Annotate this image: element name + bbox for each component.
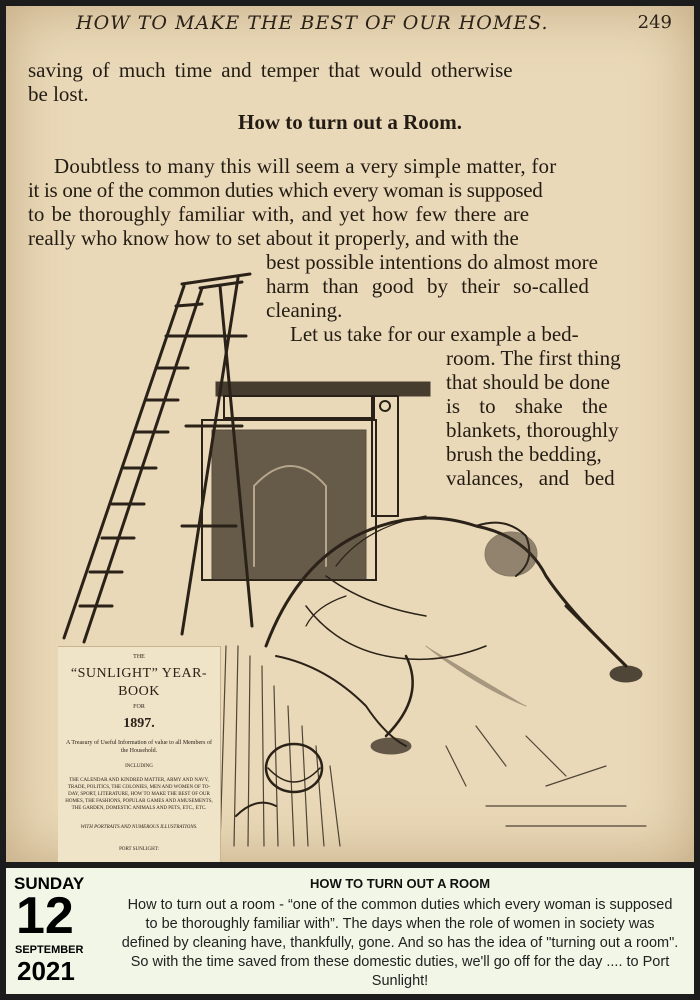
year: 2021 (17, 956, 75, 986)
text-line: is to shake the (446, 394, 608, 418)
section-heading: How to turn out a Room. (238, 110, 462, 134)
day-name: SUNDAY (14, 874, 85, 893)
text-line: room. The first thing (446, 346, 621, 370)
caption-body: How to turn out a room - “one of the common duties which every woman is supposed to be thoroughly familiar with”. The days when the role of women in society was defined by cleaning have, thankfully, gone. And so has the idea of "turning out a room". So with the time saved from these domestic duties, we'll go off for the day .... to Port Sunlight! (121, 897, 679, 989)
inset-portraits: WITH PORTRAITS AND NUMEROUS ILLUSTRATIONS. (80, 825, 198, 830)
yearbook-title-page (58, 646, 221, 862)
inset-treasury: A Treasury of Useful Information of value to all Members of the Household. (66, 740, 212, 754)
calendar-caption (6, 868, 694, 994)
inset-place: PORT SUNLIGHT: (119, 847, 159, 852)
fireplace (216, 382, 430, 396)
text-line: best possible intentions do almost more (266, 250, 598, 274)
running-head: HOW TO MAKE THE BEST OF OUR HOMES. (76, 12, 549, 34)
day-number: 12 (16, 887, 74, 945)
text-line: brush the bedding, (446, 442, 602, 466)
text-line: valances, and bed (446, 466, 615, 490)
caption-title: HOW TO TURN OUT A ROOM (309, 876, 491, 891)
text-line: it is one of the common duties which every woman is supposed (28, 178, 543, 202)
month-name: SEPTEMBER (15, 944, 84, 956)
text-line: Doubtless to many this will seem a very simple matter, for (54, 154, 557, 178)
text-line: blankets, thoroughly (446, 418, 619, 442)
inset-including: INCLUDING (125, 764, 153, 769)
page-number: 249 (637, 12, 672, 33)
book-page (6, 6, 694, 862)
text-line: to be thoroughly familiar with, and yet how few there are (28, 202, 530, 226)
inset-title: “SUNLIGHT” YEAR-BOOK (70, 666, 208, 699)
inset-contents: THE CALENDAR AND KINDRED MATTER, ARMY AND NAVY, TRADE, POLITICS, THE COLONIES, MEN AND WOMEN OF TO-DAY, SPORT, LITERATURE, HOW TO MAKE THE BEST OF OUR HOMES, THE FASHIONS, POPULAR GAMES AND AMUSEMENTS, THE GARDEN, DOMESTIC ANIMALS AND PETS, ETC., ETC. (65, 778, 213, 811)
inset-the: THE (133, 654, 145, 660)
text-line: saving of much time and temper that would otherwise (28, 58, 513, 82)
inset-year: 1897. (123, 716, 155, 731)
text-line: cleaning. (266, 298, 343, 322)
inset-for: FOR (133, 704, 145, 710)
text-line: that should be done (446, 370, 610, 394)
text-line: really who know how to set about it properly, and with the (28, 226, 519, 250)
text-line: harm than good by their so-called (266, 274, 589, 298)
text-line: Let us take for our example a bed- (290, 322, 579, 346)
text-line: be lost. (28, 82, 89, 106)
